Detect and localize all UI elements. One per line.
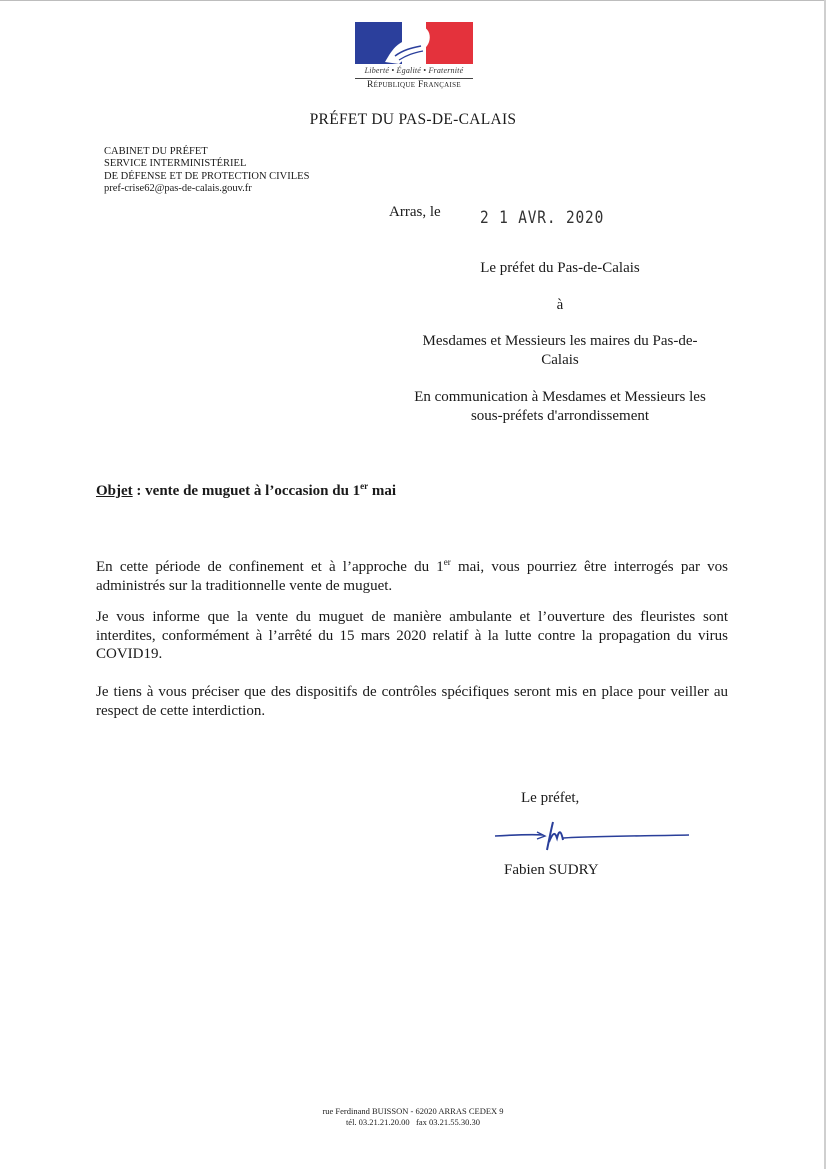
subject-text-end: mai [368,483,397,499]
paragraph-1 [96,553,728,595]
logo-divider [355,78,473,79]
sender-line: Le préfet du Pas-de-Calais [480,260,640,276]
subject-text: : vente de muguet à l’occasion du 1 [132,483,361,499]
handwritten-signature-icon [493,818,693,863]
marianne-logo-icon [355,22,473,64]
footer-address: rue Ferdinand BUISSON - 62020 ARRAS CEDEX 9 [322,1106,504,1116]
copy-recipients [390,388,730,425]
copy-line: sous-préfets d'arrondissement [470,407,650,424]
addressee-line: Mesdames et Messieurs les maires du Pas-de- [422,333,698,349]
copy-line: En communication à Mesdames et Messieurs les [414,389,706,405]
addressee-line: Calais [541,351,579,368]
cabinet-line: SERVICE INTERMINISTÉRIEL [104,158,247,170]
scan-top-edge [0,0,826,1]
paragraph-1-end: mai, vous pourriez être interrogés par vos administrés sur la traditionnelle vente de muguet. [96,559,728,594]
subject-line [96,481,396,500]
paragraph-2: Je vous informe que la vente du muguet de manière ambulante et l’ouverture des fleuristes sont interdites, conformément à l’arrêté du 15 mars 2020 relatif à la lutte contre la propagation du virus COVID19. [96,609,728,663]
signatory-name: Fabien SUDRY [504,862,599,878]
subject-sup: er [360,481,369,491]
cabinet-line: DE DÉFENSE ET DE PROTECTION CIVILES [104,170,310,182]
paragraph-1-start: En cette période de confinement et à l’approche du 1 [96,559,444,575]
republic-motto: Liberté • Égalité • Fraternité [364,66,464,75]
cabinet-block [104,146,309,195]
date-stamp: 2 1 AVR. 2020 [480,208,605,228]
addressee [390,332,730,369]
recipient-preposition: à [556,297,564,313]
footer [0,1106,826,1128]
footer-phones: tél. 03.21.21.20.00 fax 03.21.55.30.30 [345,1117,481,1127]
prefet-title: PRÉFET DU PAS-DE-CALAIS [309,111,517,128]
paragraph-1-sup: er [443,557,451,567]
dateline-place: Arras, le [389,204,441,220]
subject-label: Objet [96,483,133,499]
republic-name: République Française [367,80,461,90]
cabinet-email: pref-crise62@pas-de-calais.gouv.fr [104,182,252,194]
signatory-title: Le préfet, [521,790,580,806]
paragraph-3: Je tiens à vous préciser que des dispositifs de contrôles spécifiques seront mis en place pour veiller au respect de cette interdiction. [96,684,728,719]
cabinet-line: CABINET DU PRÉFET [104,146,208,157]
